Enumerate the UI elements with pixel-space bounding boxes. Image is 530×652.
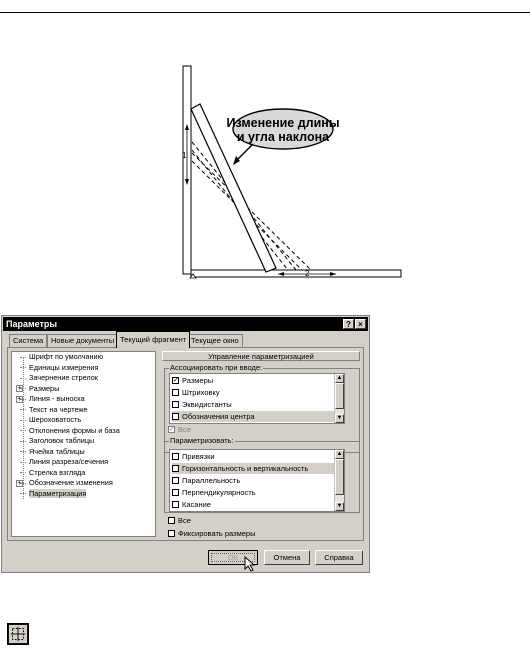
- expand-icon[interactable]: +: [17, 385, 22, 392]
- header-rule: [0, 12, 530, 13]
- tree-item[interactable]: Зачернение стрелок: [20, 373, 98, 383]
- assoc-all-checkbox[interactable]: ✓ Все: [169, 425, 191, 434]
- parameters-dialog: [1, 315, 370, 573]
- list-item-highlighted[interactable]: Горизонтальность и вертикальность: [172, 463, 344, 474]
- scroll-down-icon[interactable]: ▼: [336, 415, 343, 421]
- ok-button[interactable]: ОК: [208, 550, 258, 565]
- list-item-highlighted[interactable]: Обозначения центра: [172, 411, 344, 422]
- scroll-thumb[interactable]: [335, 383, 344, 409]
- help-icon[interactable]: ?: [343, 319, 354, 329]
- parametric-drawing-figure: [178, 62, 408, 292]
- checkbox[interactable]: [172, 413, 179, 420]
- expand-icon[interactable]: +: [17, 395, 22, 403]
- scroll-down-icon[interactable]: ▼: [336, 503, 343, 509]
- assoc-scrollbar[interactable]: [334, 374, 344, 423]
- checkbox[interactable]: [172, 453, 179, 460]
- callout-text-line2: и угла наклона: [236, 130, 330, 144]
- dimension-1-label: 1: [182, 151, 187, 160]
- tree-item[interactable]: Шрифт по умолчанию: [20, 352, 103, 362]
- checkbox[interactable]: [172, 489, 179, 496]
- tree-item-selected[interactable]: Параметризация: [20, 489, 86, 499]
- param-group: [164, 436, 360, 513]
- checkbox[interactable]: [172, 401, 179, 408]
- checkbox[interactable]: [172, 389, 179, 396]
- tree-item[interactable]: Отклонения формы и база: [20, 426, 120, 436]
- callout-text-line1: Изменение длины: [226, 116, 340, 130]
- close-icon[interactable]: ×: [355, 319, 366, 329]
- dialog-titlebar: [3, 317, 368, 331]
- list-item[interactable]: ✓ Размеры: [173, 376, 214, 385]
- tree-item[interactable]: Линия разреза/сечения: [20, 457, 108, 467]
- tree-item[interactable]: Шероховатость: [20, 415, 81, 425]
- param-all-checkbox[interactable]: Все: [168, 516, 191, 526]
- checkbox[interactable]: [172, 465, 179, 472]
- scroll-up-icon[interactable]: ▲: [336, 451, 343, 457]
- list-item[interactable]: Привязки: [172, 451, 344, 462]
- list-item[interactable]: Касание: [172, 499, 344, 510]
- section-title: Управление параметризацией: [162, 351, 360, 361]
- tree-item[interactable]: Линия - выноска: [20, 394, 85, 404]
- tab-current-fragment[interactable]: Текущий фрагмент: [116, 331, 190, 348]
- fix-constraint-icon: [7, 623, 29, 645]
- checkbox[interactable]: [172, 501, 179, 508]
- tree-item[interactable]: Заголовок таблицы: [20, 436, 94, 446]
- cancel-button[interactable]: Отмена: [264, 550, 310, 565]
- list-item[interactable]: Эквидистанты: [172, 399, 344, 410]
- tree-item[interactable]: Стрелка взгляда: [20, 468, 85, 478]
- list-item[interactable]: Штриховку: [172, 387, 344, 398]
- tree-item[interactable]: Размеры: [20, 384, 59, 394]
- mouse-cursor-icon: [244, 556, 256, 572]
- help-button[interactable]: Справка: [315, 550, 363, 565]
- checkbox-checked[interactable]: ✓: [173, 376, 179, 384]
- tab-new-documents[interactable]: Новые документы: [47, 334, 118, 347]
- settings-tree[interactable]: [11, 351, 156, 537]
- tree-item[interactable]: Обозначение изменения: [20, 478, 113, 488]
- horizontal-base: [191, 270, 401, 277]
- scroll-up-icon[interactable]: ▲: [336, 375, 343, 381]
- tree-item[interactable]: Текст на чертеже: [20, 405, 87, 415]
- param-list[interactable]: [169, 449, 345, 512]
- list-item[interactable]: Перпендикулярность: [172, 487, 344, 498]
- previous-position-2a: [192, 153, 311, 270]
- tree-item[interactable]: Единицы измерения: [20, 363, 98, 373]
- expand-icon[interactable]: +: [17, 479, 22, 487]
- assoc-group-label: Ассоциировать при вводе:: [170, 363, 263, 372]
- tab-current-window[interactable]: Текущее окно: [187, 334, 243, 347]
- list-item[interactable]: Параллельность: [172, 475, 344, 486]
- tab-system[interactable]: Система: [9, 334, 47, 347]
- scroll-thumb[interactable]: [335, 459, 344, 495]
- fix-sizes-checkbox[interactable]: Фиксировать размеры: [168, 529, 255, 539]
- assoc-list[interactable]: [169, 373, 345, 424]
- dimension-2-label: 2: [305, 269, 310, 278]
- dialog-title: Параметры: [6, 319, 58, 329]
- param-group-label: Параметризовать:: [170, 436, 234, 445]
- tree-item[interactable]: Ячейка таблицы: [20, 447, 85, 457]
- checkbox[interactable]: [172, 477, 179, 484]
- param-scrollbar[interactable]: [334, 450, 344, 511]
